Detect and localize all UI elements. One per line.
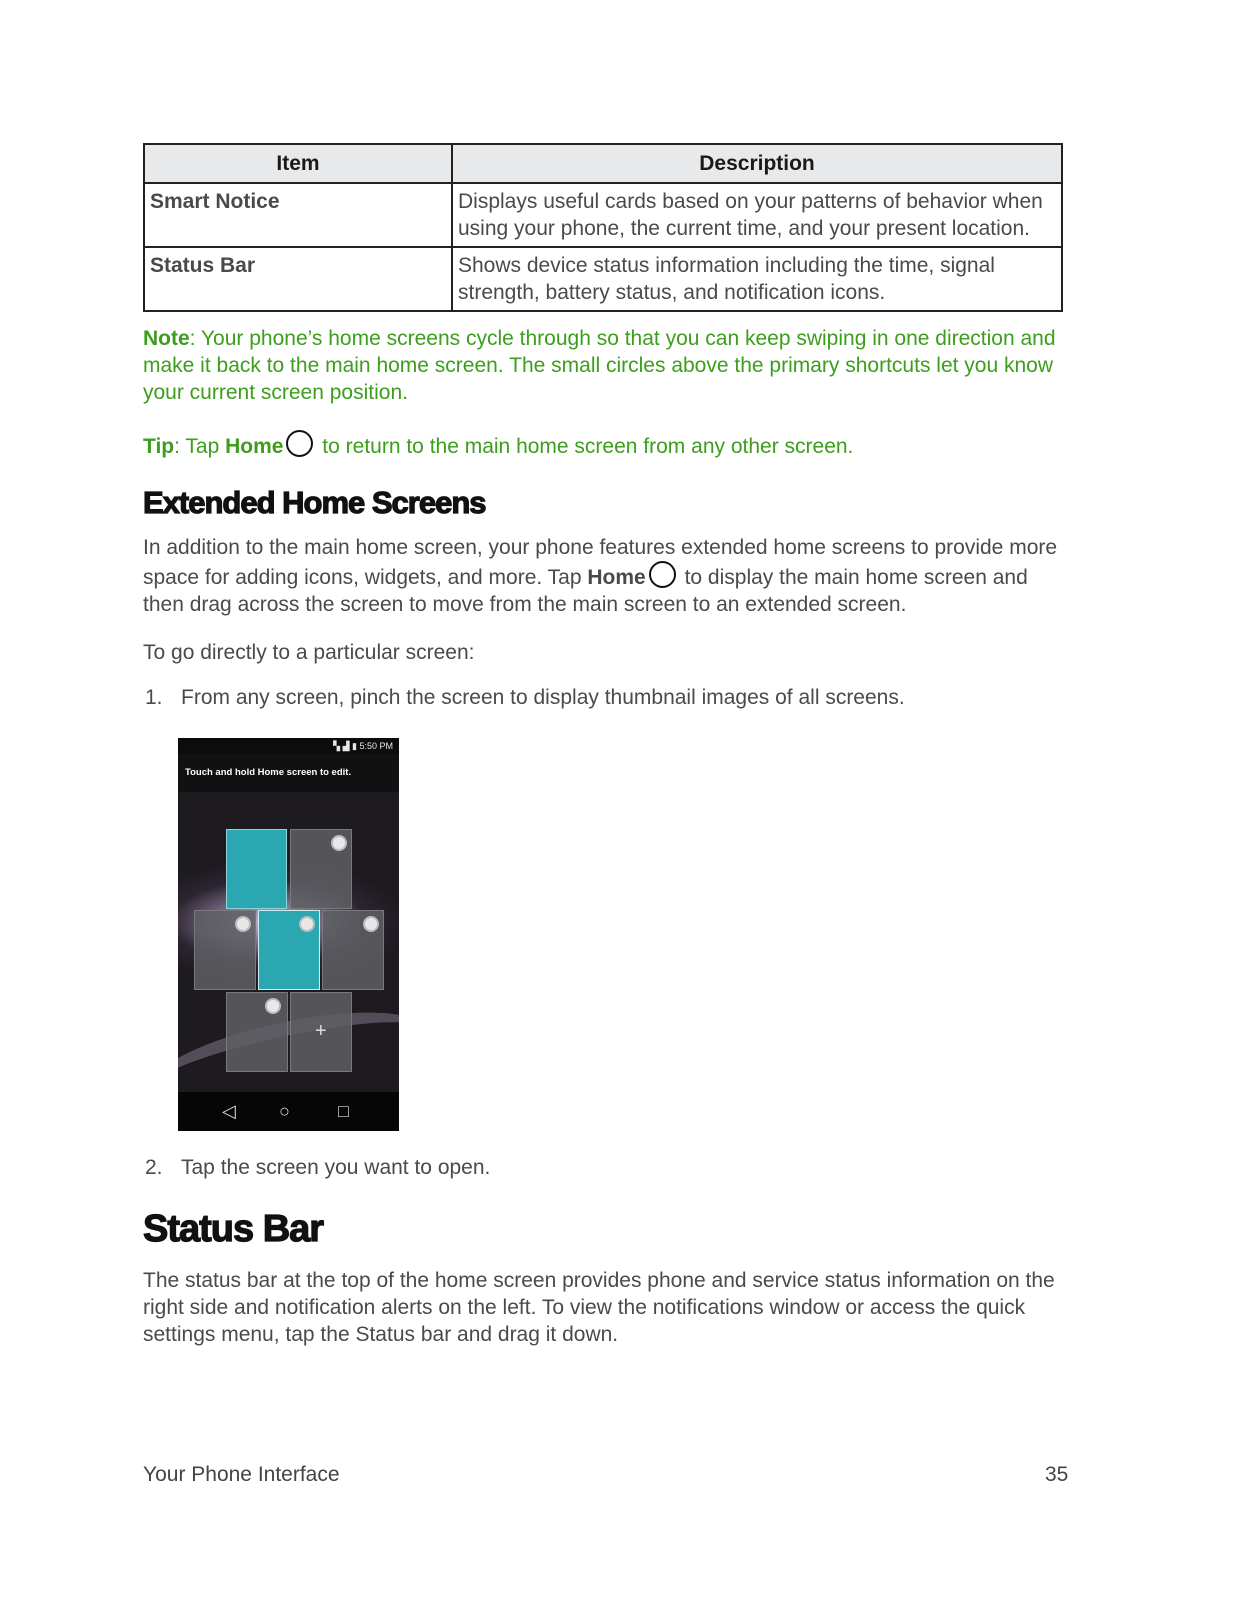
tip-paragraph [143, 430, 1073, 460]
footer-section-title: Your Phone Interface [143, 1463, 340, 1486]
home-indicator-icon [363, 916, 379, 932]
note-label: Note [143, 327, 190, 350]
signal-battery-icons: ▚ ▟ ▮ [333, 741, 360, 751]
home-thumbnail [290, 829, 352, 909]
step-text: Tap the screen you want to open. [181, 1156, 491, 1179]
step-2 [143, 1154, 490, 1181]
table-header-row [144, 144, 1062, 183]
extended-intro-home: Home [587, 566, 646, 589]
home-thumbnail [194, 910, 256, 990]
step-1 [143, 684, 905, 711]
home-indicator-icon [235, 916, 251, 932]
table-cell-description: Displays useful cards based on your patterns of behavior when using your phone, the current time, and your present location. [452, 183, 1062, 247]
home-indicator-icon [265, 998, 281, 1014]
add-home-screen-thumbnail[interactable] [290, 992, 352, 1072]
tip-home: Home [225, 435, 284, 458]
status-bar-heading: Status Bar [143, 1208, 324, 1250]
tip-post: to return to the main home screen from any other screen. [316, 435, 854, 458]
recent-apps-icon[interactable]: □ [338, 1101, 349, 1121]
home-thumbnail [322, 910, 384, 990]
table-header-item: Item [144, 144, 452, 183]
direct-screen-intro: To go directly to a particular screen: [143, 641, 475, 664]
home-thumbnail [226, 992, 288, 1072]
phone-nav-bar [178, 1092, 399, 1131]
extended-intro-post: to display the main home screen and then drag across the screen to move from the main screen to an extended screen. [143, 566, 1028, 616]
table-row [144, 247, 1062, 311]
home-indicator-icon [331, 835, 347, 851]
table-cell-description: Shows device status information including the time, signal strength, battery status, and notification icons. [452, 247, 1062, 311]
home-key-icon [286, 430, 313, 457]
home-indicator-icon [299, 916, 315, 932]
phone-screenshot [178, 738, 399, 1131]
table-header-description: Description [452, 144, 1062, 183]
table-cell-item: Status Bar [144, 247, 452, 311]
back-icon[interactable]: ◁ [222, 1101, 236, 1121]
extended-home-screens-heading: Extended Home Screens [143, 485, 486, 520]
page-number: 35 [1045, 1463, 1069, 1486]
extended-intro-paragraph [143, 534, 1073, 618]
table-cell-item: Smart Notice [144, 183, 452, 247]
phone-edit-hint: Touch and hold Home screen to edit. [185, 767, 352, 778]
note-paragraph [143, 325, 1073, 406]
home-icon[interactable]: ○ [279, 1101, 290, 1121]
tip-label: Tip [143, 435, 175, 458]
step-text: From any screen, pinch the screen to display thumbnail images of all screens. [181, 686, 905, 709]
note-text: : Your phone’s home screens cycle through so that you can keep swiping in one direction and make it back to the main home screen. The small circles above the primary shortcuts let you know your current screen position. [143, 327, 1056, 404]
home-key-icon [649, 561, 676, 588]
table-row [144, 183, 1062, 247]
phone-status-time: 5:50 PM [359, 741, 393, 751]
step-number: 2. [145, 1156, 163, 1179]
step-number: 1. [145, 686, 163, 709]
item-description-table [143, 143, 1063, 312]
phone-status-bar [178, 738, 399, 754]
home-thumbnail-main [258, 910, 320, 990]
tip-pre: : Tap [174, 435, 226, 458]
status-bar-paragraph: The status bar at the top of the home screen provides phone and service status information on the right side and notification alerts on the left. To view the notifications window or access the quick settings menu, tap the Status bar and drag it down. [143, 1269, 1055, 1346]
plus-icon: + [315, 1020, 327, 1042]
extended-intro-pre: In addition to the main home screen, your phone features extended home screens to provide more space for adding icons, widgets, and more. Tap [143, 536, 1058, 589]
home-thumbnail-smart-notice [226, 829, 287, 909]
